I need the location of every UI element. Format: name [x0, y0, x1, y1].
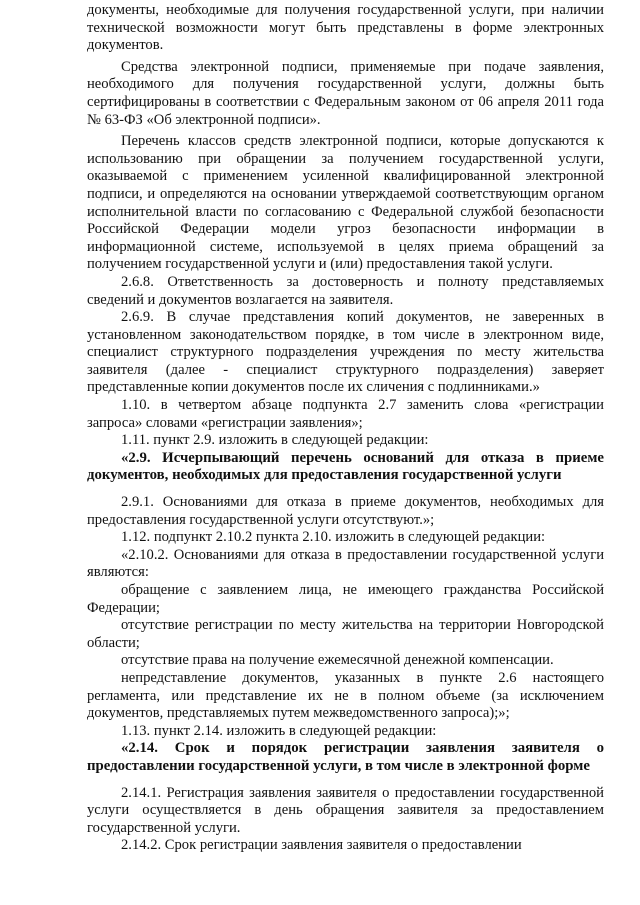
heading-2-14: «2.14. Срок и порядок регистрации заявления заявителя о предоставлении государственной услуги, в том числе в электронной форме	[87, 740, 604, 774]
paragraph-2-6-8: 2.6.8. Ответственность за достоверность и полноту представляемых сведений и документов возлагается на заявителя.	[87, 273, 604, 308]
paragraph-2-9-1: 2.9.1. Основаниями для отказа в приеме документов, необходимых для предоставления государственной услуги отсутствуют.»;	[87, 494, 604, 528]
paragraph-signature-means: Средства электронной подписи, применяемые при подаче заявления, необходимого для получения государственной услуги, должны быть сертифицированы в соответствии с Федеральным законом от 06 апреля 2011 года № 63-ФЗ «Об электронной подписи».	[87, 58, 604, 128]
paragraph-1-12: 1.12. подпункт 2.10.2 пункта 2.10. изложить в следующей редакции:	[121, 529, 546, 546]
paragraph-non-submission: непредставление документов, указанных в пункте 2.6 настоящего регламента, или представление их не в полном объеме (за исключением документов, представляемых путем межведомственного запроса);»;	[87, 669, 604, 722]
paragraph-no-registration: отсутствие регистрации по месту жительства на территории Новгородской области;	[87, 617, 604, 651]
heading-2-9: «2.9. Исчерпывающий перечень оснований для отказа в приеме документов, необходимых для предоставления государственной услуги	[87, 449, 604, 484]
paragraph-2-10-2: «2.10.2. Основаниями для отказа в предоставлении государственной услуги являются:	[87, 546, 604, 581]
paragraph-2-14-1: 2.14.1. Регистрация заявления заявителя о предоставлении государственной услуги осуществляется в день обращения заявителя за предоставлением государственной услуги.	[87, 784, 604, 836]
paragraph-2-14-2: 2.14.2. Срок регистрации заявления заявителя о предоставлении	[121, 837, 522, 854]
paragraph-electronic-docs: документы, необходимые для получения государственной услуги, при наличии технической возможности могут быть представлены в форме электронных документов.	[87, 2, 604, 54]
paragraph-no-right: отсутствие права на получение ежемесячной денежной компенсации.	[121, 652, 554, 669]
paragraph-2-6-9: 2.6.9. В случае представления копий документов, не заверенных в установленном законодательством порядке, в том числе в электронном виде, специалист структурного подразделения учреждения по месту жительства заявителя (далее - специалист структурного подразделения) заверяет представленные копии документов после их сличения с подлинниками.»	[87, 309, 604, 396]
paragraph-no-citizenship: обращение с заявлением лица, не имеющего гражданства Российской Федерации;	[87, 582, 604, 616]
paragraph-1-13: 1.13. пункт 2.14. изложить в следующей редакции:	[121, 722, 437, 739]
paragraph-1-10: 1.10. в четвертом абзаце подпункта 2.7 заменить слова «регистрации запроса» словами «регистрации заявления»;	[87, 397, 604, 431]
paragraph-signature-classes: Перечень классов средств электронной подписи, которые допускаются к использованию при обращении за получением государственной услуги, оказываемой с применением усиленной квалифицированной электронной подписи, и определяются на основании утверждаемой соответствующим органом исполнительной власти по согласованию с Федеральной службой безопасности Российской Федерации модели угроз безопасности информации в информационной системе, используемой в целях приема обращений за получением государственной услуги и (или) предоставления такой услуги.	[87, 133, 604, 273]
paragraph-1-11: 1.11. пункт 2.9. изложить в следующей редакции:	[121, 432, 429, 449]
